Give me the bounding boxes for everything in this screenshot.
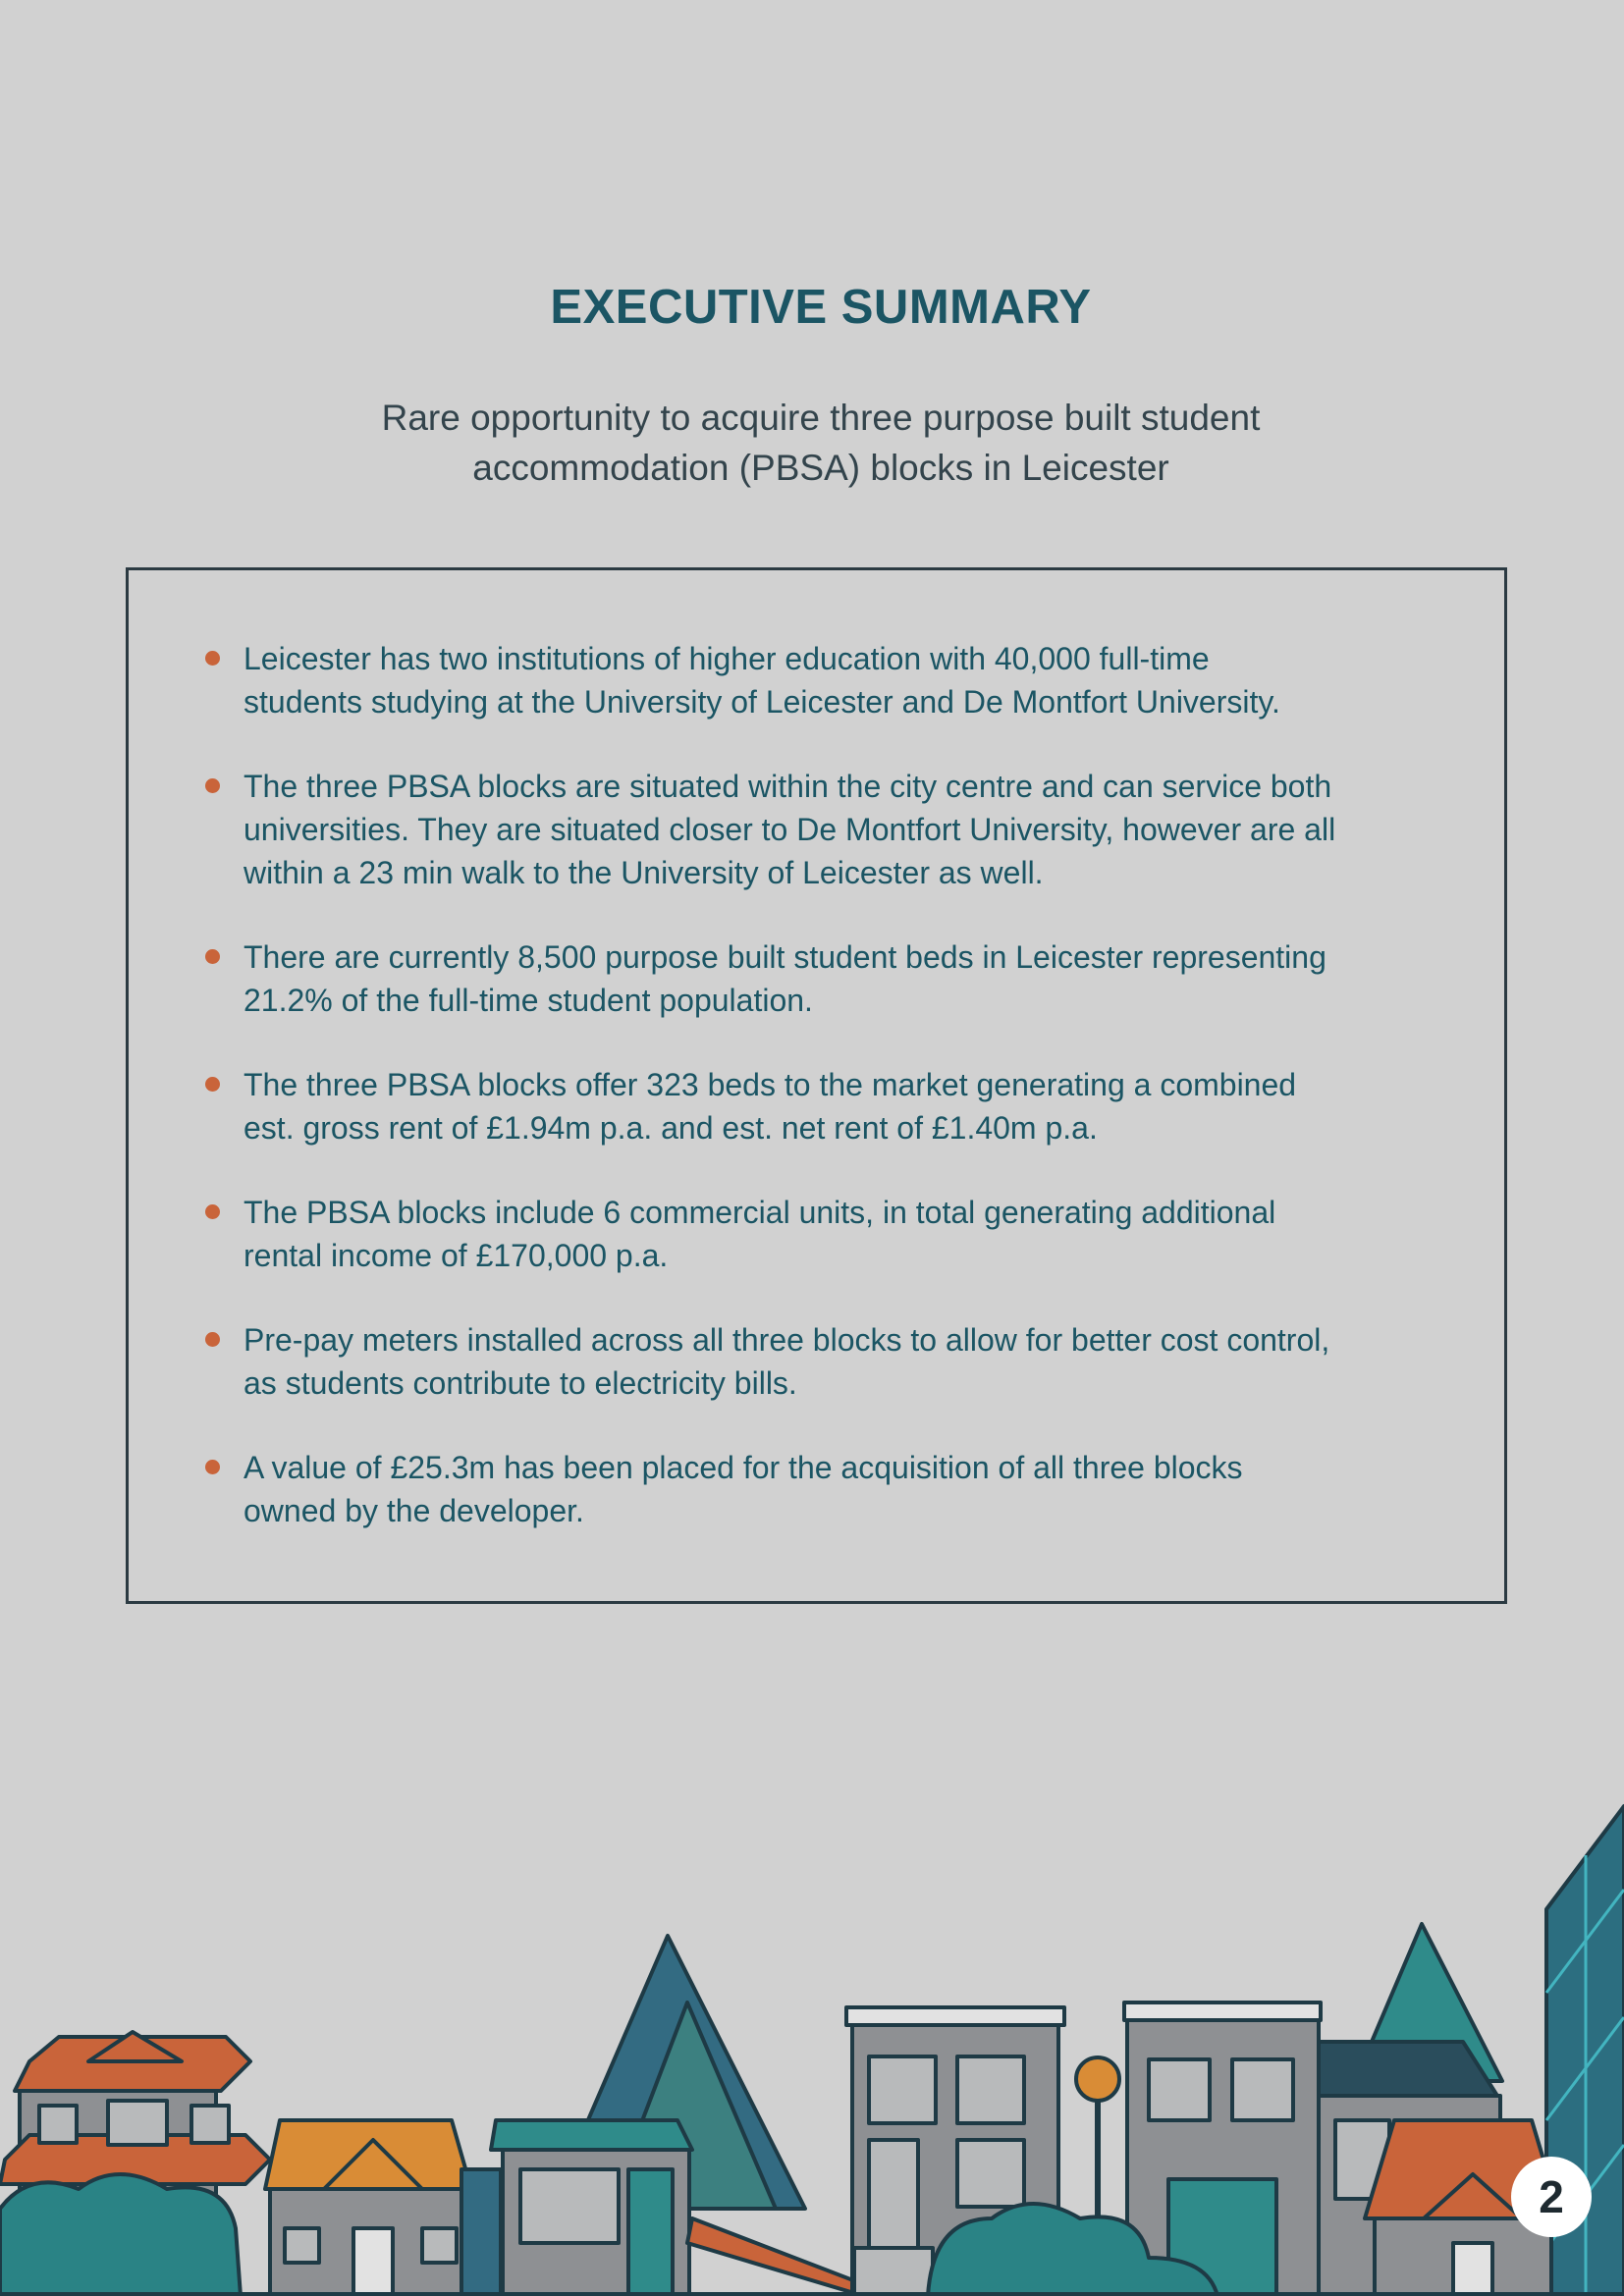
summary-bullet bbox=[244, 1191, 1500, 1277]
summary-bullet bbox=[244, 637, 1500, 723]
tower-block-icon bbox=[1124, 2002, 1321, 2296]
bullet-dot-icon bbox=[205, 1460, 220, 1474]
bullet-line: There are currently 8,500 purpose built student beds in Leicester representing bbox=[244, 939, 1326, 975]
bullet-line: Leicester has two institutions of higher education with 40,000 full-time bbox=[244, 641, 1210, 676]
subtitle-line-2: accommodation (PBSA) blocks in Leicester bbox=[472, 448, 1169, 488]
bullet-dot-icon bbox=[205, 949, 220, 964]
summary-bullet bbox=[244, 1063, 1500, 1149]
page-number: 2 bbox=[1511, 2157, 1592, 2237]
page-subtitle bbox=[295, 393, 1347, 493]
bullet-line: rental income of £170,000 p.a. bbox=[244, 1238, 669, 1273]
house-icon bbox=[491, 2120, 692, 2296]
bullet-line: The PBSA blocks include 6 commercial units, in total generating additional bbox=[244, 1195, 1276, 1230]
bullet-line: as students contribute to electricity bills. bbox=[244, 1365, 797, 1401]
bullet-line: universities. They are situated closer to De Montfort University, however are all bbox=[244, 812, 1336, 847]
summary-bullet bbox=[244, 1446, 1500, 1532]
bullet-line: 21.2% of the full-time student population. bbox=[244, 983, 813, 1018]
bullet-dot-icon bbox=[205, 1077, 220, 1092]
bullet-dot-icon bbox=[205, 651, 220, 666]
subtitle-line-1: Rare opportunity to acquire three purpose built student bbox=[381, 398, 1261, 438]
summary-bullet bbox=[244, 1318, 1500, 1405]
bullet-line: owned by the developer. bbox=[244, 1493, 584, 1528]
bullet-dot-icon bbox=[205, 1332, 220, 1347]
bullet-line: within a 23 min walk to the University of Leicester as well. bbox=[244, 855, 1044, 890]
summary-bullet bbox=[244, 765, 1500, 894]
bullet-line: est. gross rent of £1.94m p.a. and est. net rent of £1.40m p.a. bbox=[244, 1110, 1098, 1146]
cityscape-illustration bbox=[0, 1796, 1624, 2296]
bullet-line: students studying at the University of Leicester and De Montfort University. bbox=[244, 684, 1280, 720]
bullet-line: A value of £25.3m has been placed for the acquisition of all three blocks bbox=[244, 1450, 1243, 1485]
house-icon bbox=[265, 2120, 471, 2296]
bullet-dot-icon bbox=[205, 778, 220, 793]
summary-box bbox=[126, 567, 1507, 1604]
bullet-line: Pre-pay meters installed across all three blocks to allow for better cost control, bbox=[244, 1322, 1330, 1358]
summary-bullet-list bbox=[244, 637, 1500, 1574]
page-title: EXECUTIVE SUMMARY bbox=[550, 281, 1092, 334]
bullet-line: The three PBSA blocks are situated within the city centre and can service both bbox=[244, 769, 1332, 804]
bullet-line: The three PBSA blocks offer 323 beds to the market generating a combined bbox=[244, 1067, 1297, 1102]
bullet-dot-icon bbox=[205, 1204, 220, 1219]
summary-bullet bbox=[244, 935, 1500, 1022]
